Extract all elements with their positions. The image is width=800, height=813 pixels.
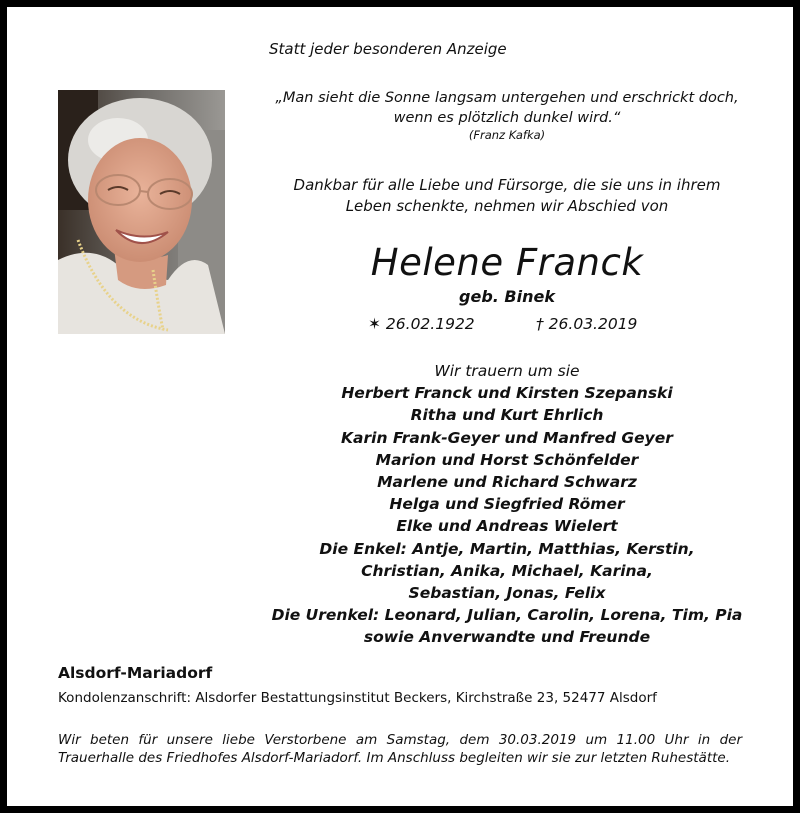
mourners-heading: Wir trauern um sie: [434, 362, 580, 380]
quote-line-2: wenn es plötzlich dunkel wird.“: [393, 110, 621, 126]
thanks-line-1: Dankbar für alle Liebe und Fürsorge, die sie uns in ihrem: [293, 176, 721, 194]
deceased-name: Helene Franck: [370, 241, 644, 284]
thanks-text: [257, 175, 757, 217]
quote-author: (Franz Kafka): [468, 128, 546, 142]
mourner-line: Sebastian, Jonas, Felix: [408, 584, 606, 603]
death-date: † 26.03.2019: [536, 315, 638, 333]
mourner-line: Herbert Franck und Kirsten Szepanski: [341, 384, 673, 403]
intro-line: Statt jeder besonderen Anzeige: [269, 40, 507, 58]
mourner-line: Ritha und Kurt Ehrlich: [410, 406, 604, 425]
thanks-line-2: Leben schenkte, nehmen wir Abschied von: [345, 197, 669, 215]
mourner-line: Marion und Horst Schönfelder: [375, 450, 639, 469]
mourner-line: Elke und Andreas Wielert: [396, 517, 618, 536]
mourner-line: Die Urenkel: Leonard, Julian, Carolin, Lorena, Tim, Pia: [271, 606, 743, 625]
mourner-line: sowie Anverwandte und Freunde: [363, 628, 651, 647]
obituary-card: [7, 7, 793, 806]
mourner-line: Helga und Siegfried Römer: [389, 495, 625, 514]
mourner-line: Die Enkel: Antje, Martin, Matthias, Kerstin,: [319, 539, 695, 558]
mourner-line: Christian, Anika, Michael, Karina,: [361, 561, 653, 580]
service-notice: Wir beten für unsere liebe Verstorbene am Samstag, dem 30.03.2019 um 11.00 Uhr in der Trauerhalle des Friedhofes Alsdorf-Mariadorf. Im Anschluss begleiten wir sie zur letzten Ruhestätte.: [58, 732, 742, 766]
mourner-line: Karin Frank-Geyer und Manfred Geyer: [341, 428, 673, 447]
birth-date: ✶ 26.02.1922: [368, 315, 475, 333]
place-name: Alsdorf-Mariadorf: [58, 664, 213, 682]
mourner-line: Marlene und Richard Schwarz: [377, 473, 637, 492]
portrait-photo: [58, 90, 225, 334]
birth-name: geb. Binek: [459, 287, 555, 306]
mourners-list: [217, 360, 797, 649]
quote-line-1: „Man sieht die Sonne langsam untergehen und erschrickt doch,: [275, 90, 739, 106]
condolence-address: Kondolenzanschrift: Alsdorfer Bestattungsinstitut Beckers, Kirchstraße 23, 52477 Alsdorf: [58, 690, 657, 706]
quote: [257, 88, 757, 143]
